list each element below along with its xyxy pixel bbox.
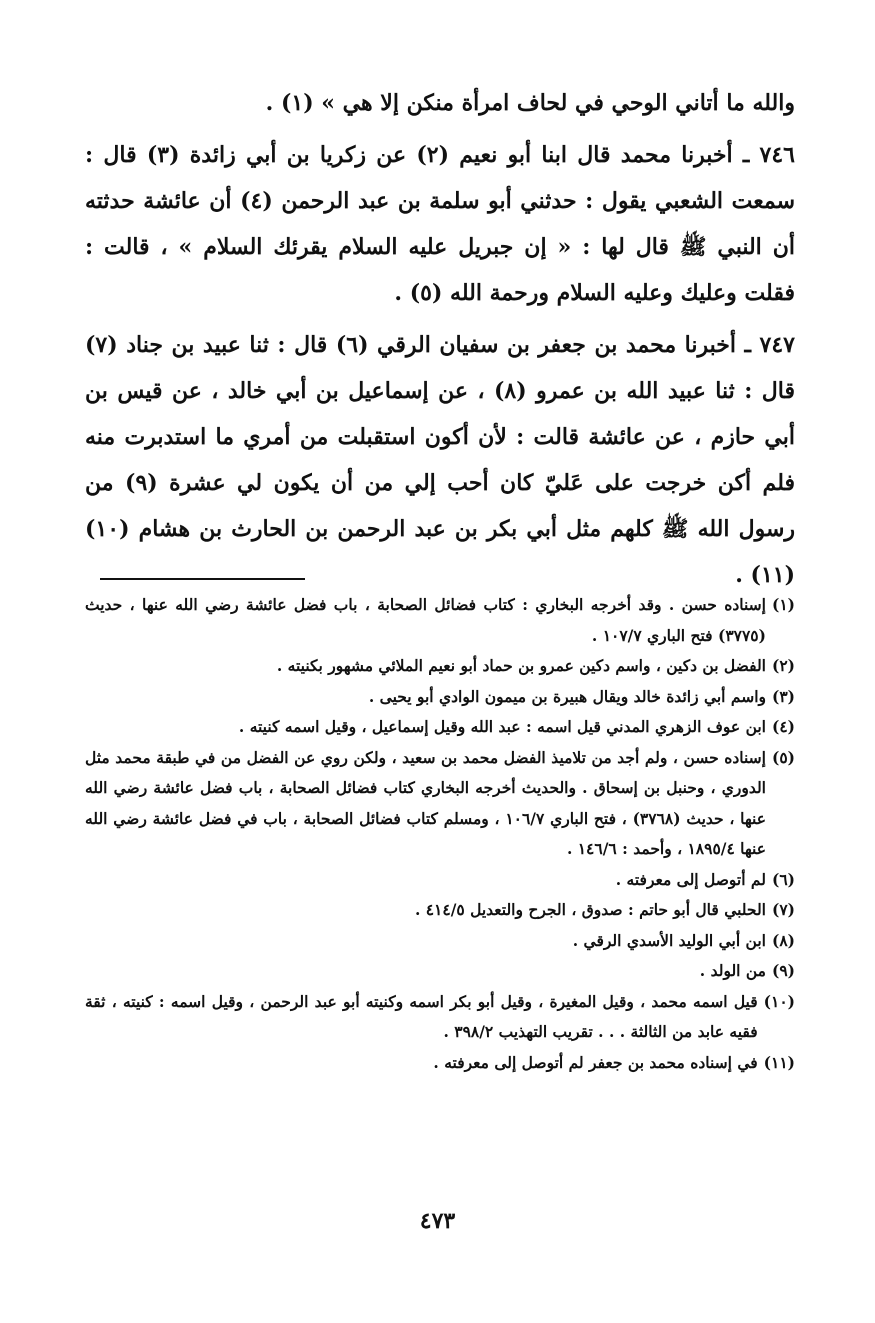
footnote-number: (٣) (771, 686, 795, 706)
footnote (85, 712, 795, 743)
footnote (85, 926, 795, 957)
footnote-text: واسم أبي زائدة خالد ويقال هبيرة بن ميمون الوادي أبو يحيى . (368, 686, 766, 706)
footnote (85, 682, 795, 713)
hadith-746 (85, 132, 795, 316)
footnote-number: (٥) (771, 747, 795, 767)
footnote-number: (١٠) (763, 991, 795, 1011)
footnote-number: (٢) (771, 656, 795, 675)
footnote (85, 743, 795, 865)
footnote-number: (٩) (771, 961, 795, 980)
footnote-text: الحلبي قال أبو حاتم : صدوق ، الجرح والتعديل ٤١٤/٥ . (414, 900, 766, 919)
hadith-747 (85, 322, 795, 598)
footnote (85, 1048, 795, 1079)
footnote (85, 956, 795, 987)
footnote-text: قيل اسمه محمد ، وقيل المغيرة ، وقيل أبو بكر اسمه وكنيته أبو عبد الرحمن ، وقيل اسمه : كنيته ، ثقة فقيه عابد من الثالثة . . . تقريب التهذيب ٣٩٨/٢ . (85, 991, 758, 1041)
hadith-number: ٧٤٦ ـ (742, 142, 795, 168)
main-text (85, 80, 795, 598)
hadith-number: ٧٤٧ ـ (744, 332, 795, 358)
footnotes (85, 590, 795, 1078)
hadith-text: أخبرنا محمد قال ابنا أبو نعيم (٢) عن زكريا بن أبي زائدة (٣) قال : سمعت الشعبي يقول : حدثني أبو سلمة بن عبد الرحمن (٤) أن عائشة حدثته أن النبي ﷺ قال لها : « إن جبريل عليه السلام يقرئك السلام » ، قالت : فقلت وعليك وعليه السلام ورحمة الله (٥) . (85, 142, 796, 306)
footnote-text: من الولد . (699, 961, 766, 980)
footnote (85, 987, 795, 1048)
footnote-number: (٦) (771, 869, 795, 889)
footnote (85, 895, 795, 926)
footnote-text: في إسناده محمد بن جعفر لم أتوصل إلى معرفته . (433, 1052, 758, 1072)
footnote-text: ابن أبي الوليد الأسدي الرقي . (572, 930, 766, 950)
footnote-number: (١١) (763, 1052, 795, 1072)
footnote-text: ابن عوف الزهري المدني قيل اسمه : عبد الله وقيل إسماعيل ، وقيل اسمه كنيته . (238, 717, 766, 736)
intro-line: والله ما أتاني الوحي في لحاف امرأة منكن إلا هي » (١) . (265, 90, 795, 116)
footnote-text: الفضل بن دكين ، واسم دكين عمرو بن حماد أبو نعيم الملائي مشهور بكنيته . (276, 656, 766, 675)
footnote-text: إسناده حسن . وقد أخرجه البخاري : كتاب فضائل الصحابة ، باب فضل عائشة رضي الله عنها ، حديث (٣٧٧٥) فتح الباري ١٠٧/٧ . (85, 595, 766, 645)
page-number: ٤٧٣ (419, 1208, 456, 1234)
footnote-number: (١) (771, 595, 795, 614)
hadith-text: أخبرنا محمد بن جعفر بن سفيان الرقي (٦) قال : ثنا عبيد بن جناد (٧) قال : ثنا عبيد الله بن عمرو (٨) ، عن إسماعيل بن أبي خالد ، عن قيس بن أبي حازم ، عن عائشة قالت : لأن أكون استقبلت من أمري ما استدبرت منه فلم أكن خرجت على عَليّ كان أحب إلي من أن يكون لي عشرة (٩) من رسول الله ﷺ كلهم مثل أبي بكر بن عبد الرحمن بن الحارث بن هشام (١٠) (١١) . (85, 332, 795, 588)
footnote-text: إسناده حسن ، ولم أجد من تلاميذ الفضل محمد بن سعيد ، ولكن روي عن الفضل من في طبقة محمد مثل الدوري ، وحنبل بن إسحاق . والحديث أخرجه البخاري كتاب فضائل الصحابة ، باب فضل عائشة رضي الله عنها ، حديث (٣٧٦٨) ، فتح الباري ١٠٦/٧ ، ومسلم كتاب فضائل الصحابة ، باب في فضل عائشة رضي الله عنها ١٨٩٥/٤ ، وأحمد : ١٤٦/٦ . (85, 747, 766, 858)
footnote-number: (٤) (771, 717, 795, 736)
footnote (85, 590, 795, 651)
footnote-text: لم أتوصل إلى معرفته . (615, 869, 766, 889)
footnote (85, 651, 795, 682)
footnote-separator (100, 578, 305, 580)
footnote-number: (٨) (771, 930, 795, 950)
footnote-number: (٧) (771, 900, 795, 919)
footnote (85, 865, 795, 896)
